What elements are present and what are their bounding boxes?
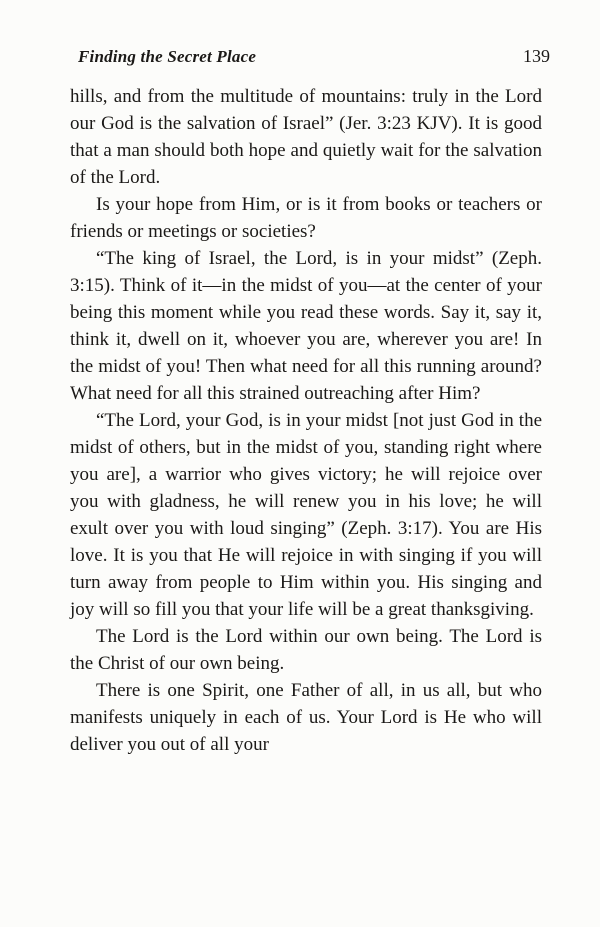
paragraph: The Lord is the Lord within our own being. The Lord is the Christ of our own being. <box>70 626 542 674</box>
running-title: Finding the Secret Place <box>78 47 257 66</box>
page-number: 139 <box>523 46 550 66</box>
paragraph: hills, and from the multitude of mountains: truly in the Lord our God is the salvation of Israel” (Jer. 3:23 KJV). It is good that a man should both hope and quietly wait for the salvation of the Lord. <box>70 86 542 188</box>
body-text <box>70 83 542 758</box>
paragraph: There is one Spirit, one Father of all, in us all, but who manifests uniquely in each of us. Your Lord is He who will deliver you out of all your <box>70 680 542 755</box>
paragraph: “The king of Israel, the Lord, is in your midst” (Zeph. 3:15). Think of it—in the midst of you—at the center of your being this moment while you read these words. Say it, say it, think it, dwell on it, whoever you are, wherever you are! In the midst of you! Then what need for all this running around? What need for all this strained outreaching after Him? <box>70 248 542 404</box>
paragraph: Is your hope from Him, or is it from books or teachers or friends or meetings or societies? <box>70 194 542 242</box>
paragraph: “The Lord, your God, is in your midst [not just God in the midst of others, but in the midst of you, standing right where you are], a warrior who gives victory; he will rejoice over you with gladness, he will renew you in his love; he will exult over you with loud singing” (Zeph. 3:17). You are His love. It is you that He will rejoice in with singing if you will turn away from people to Him within you. His singing and joy will so fill you that your life will be a great thanksgiving. <box>70 410 542 620</box>
running-header <box>78 46 550 67</box>
